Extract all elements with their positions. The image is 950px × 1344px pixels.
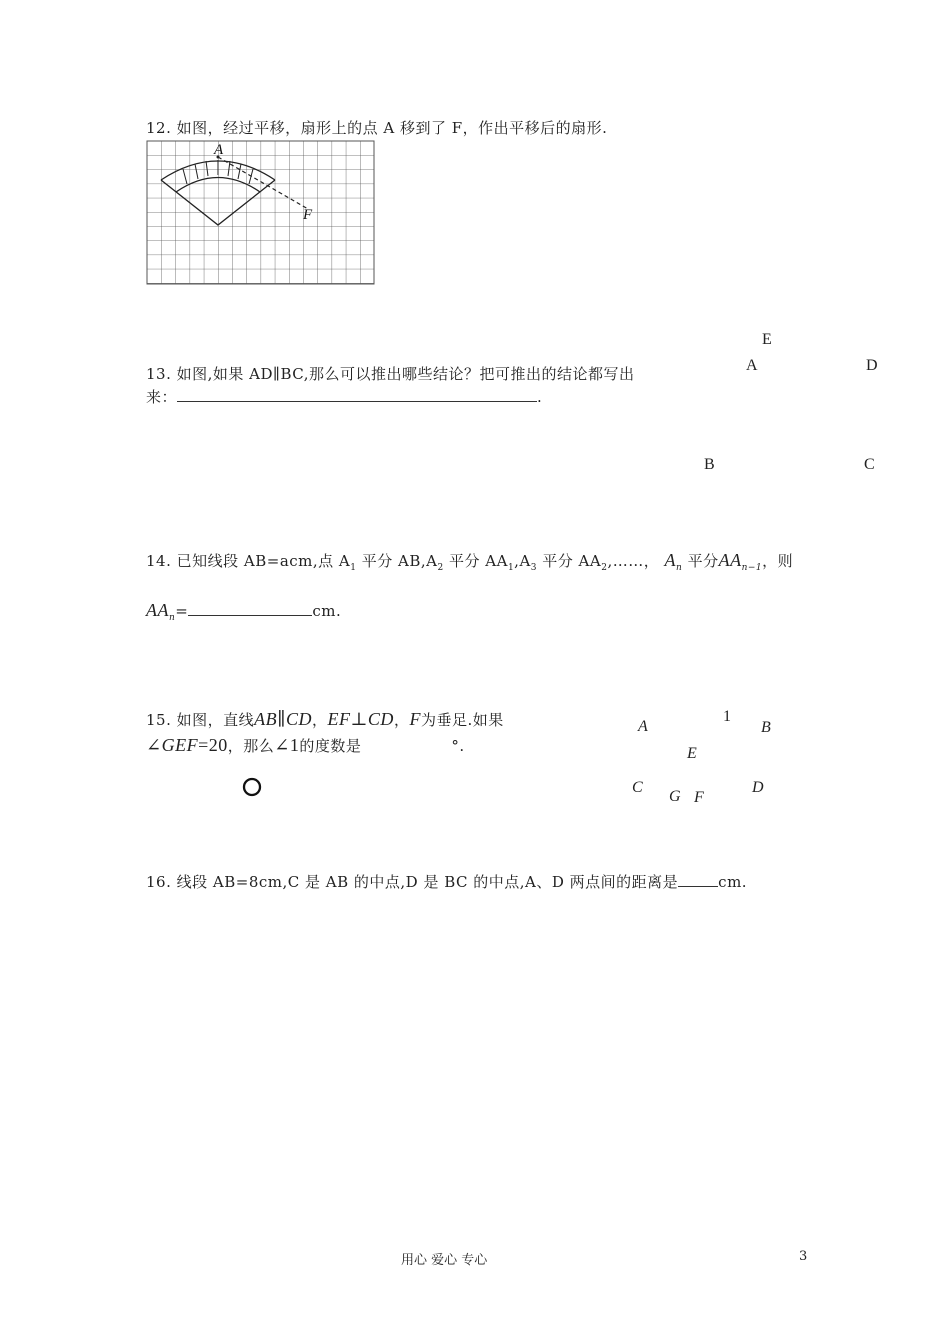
fig13-label-d: D <box>866 357 878 374</box>
q13-suffix: . <box>537 388 543 406</box>
fig15-label-f: F <box>694 789 704 806</box>
question-14-line1 <box>146 550 793 573</box>
q14-sub-n: n <box>676 563 683 573</box>
fig15-label-e: E <box>687 745 697 762</box>
q14-part8: ，则 <box>762 552 794 570</box>
q15-degree: ° <box>451 737 460 755</box>
q15-eq: = <box>198 735 209 755</box>
q15-cd2: CD <box>367 709 394 729</box>
q15-cd: CD <box>285 709 312 729</box>
q15-angle2: ∠ <box>274 735 290 755</box>
q14-line2-eq: = <box>175 602 189 620</box>
grid-background <box>147 141 374 284</box>
q15-tail3: 的度数是 <box>299 737 362 755</box>
circle-mark-icon <box>241 776 263 798</box>
question-12: 12. 如图，经过平移，扇形上的点 A 移到了 F，作出平移后的扇形. <box>146 119 608 137</box>
q13-answer-blank[interactable] <box>177 391 537 402</box>
q15-prefix: 15. 如图，直线 <box>146 711 255 729</box>
fig15-label-a: A <box>638 718 648 735</box>
q15-ef: EF <box>327 709 351 729</box>
footer-motto: 用心 爱心 专心 <box>401 1253 488 1268</box>
question-13-line1: 13. 如图,如果 AD∥BC,那么可以推出哪些结论？把可推出的结论都写出 <box>146 365 635 383</box>
q14-sub2: 2 <box>437 563 444 573</box>
q15-perp: ⊥ <box>350 709 368 729</box>
question-13-line2 <box>146 386 542 407</box>
q15-num: 20 <box>208 735 228 755</box>
sector-grid-figure <box>143 137 377 287</box>
q14-part3: 平分 AA <box>443 552 508 570</box>
question-15-line2 <box>146 735 465 756</box>
q14-part1: 14. 已知线段 AB=acm,点 A <box>146 552 351 570</box>
q15-f: F <box>409 709 421 729</box>
q14-part6: ,……， <box>607 552 660 570</box>
q14-math-aa: AA <box>718 550 742 570</box>
q15-sep2: ， <box>393 711 410 729</box>
q14-unit: cm. <box>312 602 342 620</box>
question-16 <box>146 871 747 892</box>
q16-answer-blank[interactable] <box>678 876 718 887</box>
q14-part4: ,A <box>514 552 531 570</box>
fig12-label-f: F <box>303 207 313 223</box>
fig13-label-a: A <box>746 357 758 374</box>
fig15-label-c: C <box>632 779 643 796</box>
q16-suffix: cm. <box>718 873 748 891</box>
fig15-label-b: B <box>761 719 771 736</box>
q15-tail2: ，那么 <box>227 737 275 755</box>
q14-part2: 平分 AB,A <box>356 552 438 570</box>
q13-prefix: 来： <box>146 388 178 406</box>
q14-sub1: 1 <box>350 563 357 573</box>
question-15-line1 <box>146 709 504 730</box>
q15-one: 1 <box>289 735 300 755</box>
q16-text: 16. 线段 AB=8cm,C 是 AB 的中点,D 是 BC 的中点,A、D 两点间的距离是 <box>146 873 679 891</box>
q14-sub4: 3 <box>530 563 538 573</box>
q15-angle: ∠ <box>146 735 162 755</box>
q14-sub3: 1 <box>507 563 515 573</box>
fig15-label-g: G <box>669 788 681 805</box>
q15-tail1: 为垂足.如果 <box>420 711 504 729</box>
fig15-label-d: D <box>752 779 764 796</box>
fig12-label-a: A <box>214 142 224 158</box>
q15-gef: GEF <box>161 735 199 755</box>
fig15-label-1: 1 <box>723 708 731 725</box>
q14-answer-blank[interactable] <box>188 605 312 616</box>
question-14-line2 <box>146 600 341 623</box>
q15-dot: . <box>459 737 465 755</box>
q14-line2-math: AA <box>146 600 169 620</box>
fig13-label-c: C <box>864 456 875 473</box>
q15-sep1: ， <box>311 711 328 729</box>
fig13-label-b: B <box>704 456 715 473</box>
q14-part7: 平分 <box>682 552 719 570</box>
q15-parallel: ∥ <box>277 709 286 729</box>
q14-line2-sub: n <box>169 613 176 623</box>
q15-ab: AB <box>254 709 278 729</box>
q14-part5: 平分 AA <box>537 552 602 570</box>
fig13-label-e: E <box>762 331 772 348</box>
q14-math-a: A <box>664 550 677 570</box>
q15-answer-blank[interactable] <box>361 740 451 751</box>
q14-sub-n1: n−1 <box>741 563 763 573</box>
q14-sub5: 2 <box>601 563 608 573</box>
page-number: 3 <box>799 1249 808 1264</box>
